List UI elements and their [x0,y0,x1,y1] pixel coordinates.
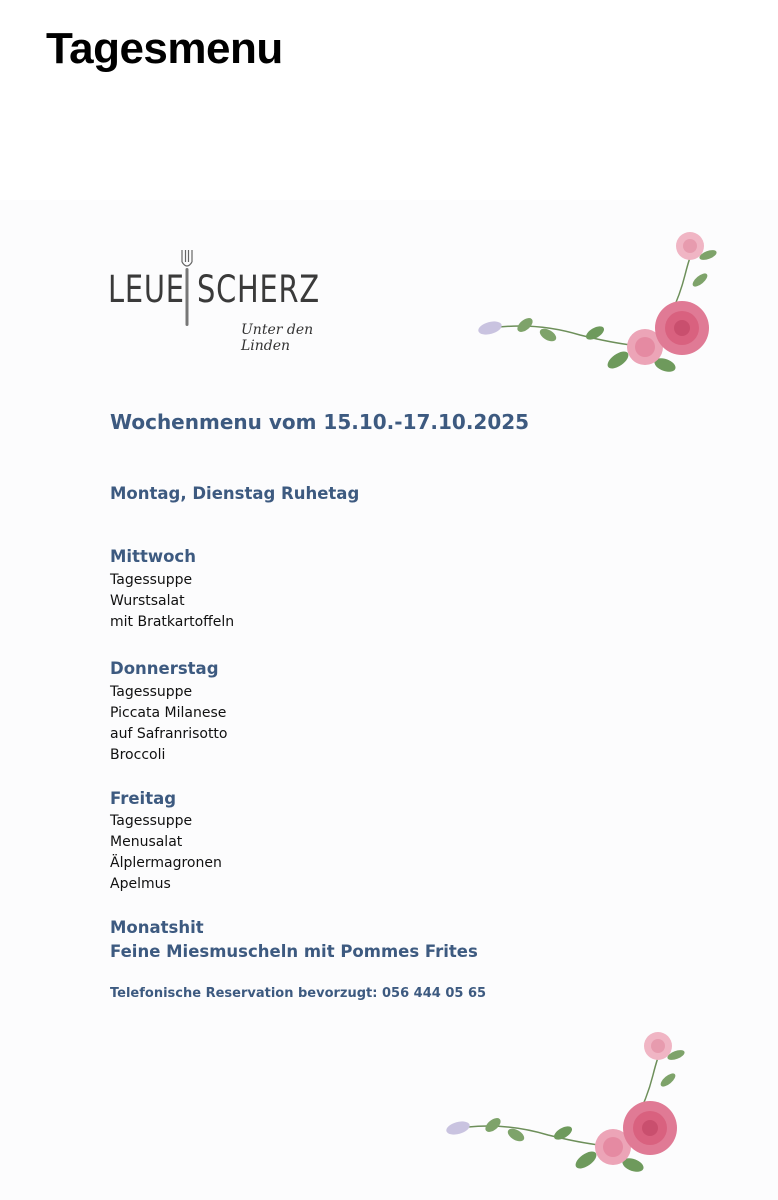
menu-item: Tagessuppe [110,684,193,700]
friday-menu-list [110,811,222,895]
menu-item: mit Bratkartoffeln [110,614,235,630]
wednesday-menu-list [110,570,234,633]
thursday-menu-list [110,682,227,766]
restaurant-logo [108,248,358,354]
menu-item: Tagessuppe [110,572,193,588]
rose-decoration-icon [470,225,740,400]
logo-name-right: SCHERZ [197,268,320,311]
day-heading-friday: Freitag [110,789,177,808]
day-heading-wednesday: Mittwoch [110,547,196,566]
menu-item: Älplermagronen [110,855,222,871]
monthly-special-label: Monatshit [110,918,204,937]
week-title: Wochenmenu vom 15.10.-17.10.2025 [110,410,530,434]
reservation-note: Telefonische Reservation bevorzugt: 056 444 05 65 [110,986,487,1001]
day-heading-thursday: Donnerstag [110,659,219,678]
menu-item: Broccoli [110,747,166,763]
monthly-special-dish: Feine Miesmuscheln mit Pommes Frites [110,942,478,961]
menu-item: Apelmus [110,876,171,892]
logo-tagline: Unter den Linden [241,322,314,354]
rose-decoration-icon [438,1025,708,1200]
rest-days-note: Montag, Dienstag Ruhetag [110,484,360,503]
menu-item: Wurstsalat [110,593,185,609]
menu-item: Tagessuppe [110,813,193,829]
page-title: Tagesmenu [46,24,283,73]
menu-item: auf Safranrisotto [110,726,228,742]
menu-item: Piccata Milanese [110,705,227,721]
menu-item: Menusalat [110,834,183,850]
fork-icon [180,248,194,328]
logo-name-left: LEUE [108,268,185,311]
